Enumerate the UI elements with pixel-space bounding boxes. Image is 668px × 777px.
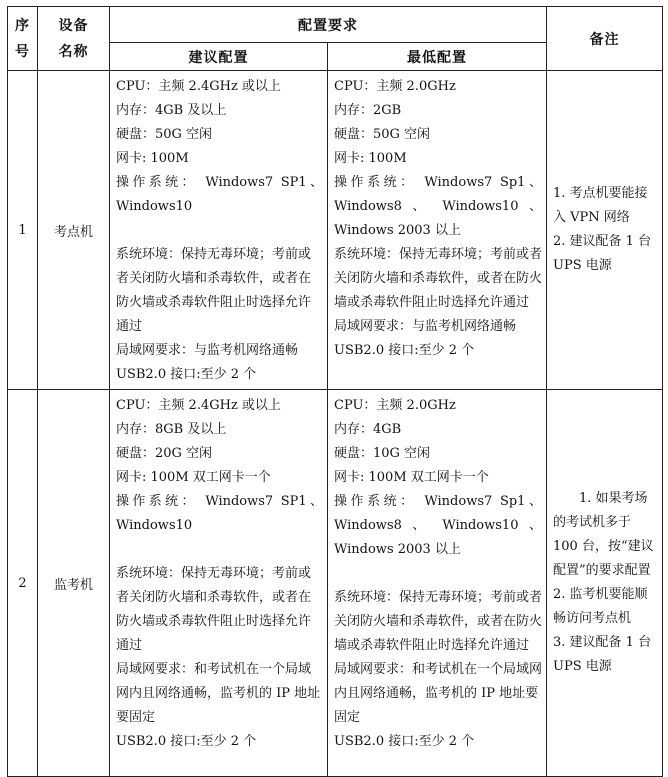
- disk: 硬盘：50G 空闲: [116, 127, 213, 142]
- minimum-config: [328, 390, 547, 777]
- header-device-label: 设备名称: [58, 17, 89, 60]
- recommended-config: [110, 390, 328, 777]
- header-minimum: 最低配置: [328, 43, 547, 71]
- cpu: CPU：主频 2.0GHz: [334, 398, 456, 413]
- usb: USB2.0 接口:至少 2 个: [116, 734, 257, 749]
- table-row: [8, 390, 663, 777]
- lan: 局域网要求：与监考机网络通畅: [116, 343, 299, 358]
- header-recommended: 建议配置: [110, 43, 328, 71]
- minimum-config: [328, 71, 547, 390]
- env: 系统环境：保持无毒环境；考前或者关闭防火墙和杀毒软件，或者在防火墙或杀毒软件阻止时选择允许通过: [334, 247, 543, 310]
- os-cont-2: Windows 2003 以上: [334, 542, 461, 557]
- header-remarks: 备注: [547, 7, 663, 71]
- env: 系统环境：保持无毒环境；考前或者关闭防火墙和杀毒软件，或者在防火墙或杀毒软件阻止时选择允许通过: [116, 247, 312, 334]
- os: 操作系统： Windows7 Sp1、: [334, 494, 542, 509]
- cpu: CPU：主频 2.4GHz 或以上: [116, 79, 281, 94]
- usb: USB2.0 接口:至少 2 个: [116, 367, 257, 382]
- header-device: [38, 7, 110, 71]
- memory: 内存：2GB: [334, 103, 402, 118]
- nic: 网卡: 100M: [116, 151, 189, 166]
- os-cont-2: Windows 2003 以上: [334, 223, 461, 238]
- nic: 网卡: 100M: [334, 151, 407, 166]
- nic: 网卡: 100M 双工网卡一个: [116, 470, 271, 485]
- env: 系统环境：保持无毒环境；考前或者关闭防火墙和杀毒软件，或者在防火墙或杀毒软件阻止时选择允许通过: [116, 566, 312, 653]
- recommended-config: [110, 71, 328, 390]
- header-index: [8, 7, 38, 71]
- remark-item: 1. 如果考场的考试机多于 100 台，按“建议配置”的要求配置: [553, 491, 654, 578]
- row-index: 2: [8, 390, 38, 777]
- nic: 网卡: 100M 双工网卡一个: [334, 470, 489, 485]
- remarks: [547, 71, 663, 390]
- os-cont: Windows8 、 Windows10 、: [334, 518, 542, 533]
- remark-item: 1. 考点机要能接入 VPN 网络: [553, 186, 648, 225]
- usb: USB2.0 接口:至少 2 个: [334, 343, 475, 358]
- lan: 局域网要求：和考试机在一个局域网内且网络通畅，监考机的 IP 地址要固定: [116, 662, 321, 725]
- config-requirements-table: [7, 6, 663, 777]
- os: 操作系统： Windows7 SP1、: [116, 175, 323, 190]
- row-device: 考点机: [38, 71, 110, 390]
- remark-item: 2. 建议配备 1 台 UPS 电源: [553, 234, 652, 273]
- lan: 局域网要求：与监考机网络通畅: [334, 319, 517, 334]
- table-row: [8, 71, 663, 390]
- disk: 硬盘：20G 空闲: [116, 446, 213, 461]
- header-config: 配置要求: [110, 7, 547, 43]
- os-cont: Windows10: [116, 518, 193, 533]
- os-cont: Windows8 、 Windows10 、: [334, 199, 542, 214]
- lan: 局域网要求：和考试机在一个局域网内且网络通畅，监考机的 IP 地址要固定: [334, 662, 543, 725]
- os: 操作系统： Windows7 Sp1、: [334, 175, 542, 190]
- remark-item: 3. 建议配备 1 台 UPS 电源: [553, 635, 652, 674]
- os-cont: Windows10: [116, 199, 193, 214]
- disk: 硬盘：10G 空闲: [334, 446, 431, 461]
- usb: USB2.0 接口:至少 2 个: [334, 734, 475, 749]
- memory: 内存：8GB 及以上: [116, 422, 227, 437]
- cpu: CPU：主频 2.4GHz 或以上: [116, 398, 281, 413]
- disk: 硬盘：50G 空闲: [334, 127, 431, 142]
- header-row-1: [8, 7, 663, 43]
- header-index-label: 序号: [15, 17, 30, 60]
- cpu: CPU：主频 2.0GHz: [334, 79, 456, 94]
- remarks: [547, 390, 663, 777]
- row-index: 1: [8, 71, 38, 390]
- row-device: 监考机: [38, 390, 110, 777]
- remark-item: 2. 监考机要能顺畅访问考点机: [553, 587, 648, 626]
- os: 操作系统： Windows7 SP1、: [116, 494, 323, 509]
- memory: 内存：4GB: [334, 422, 402, 437]
- memory: 内存：4GB 及以上: [116, 103, 227, 118]
- env: 系统环境：保持无毒环境；考前或者关闭防火墙和杀毒软件，或者在防火墙或杀毒软件阻止时选择允许通过: [334, 590, 543, 653]
